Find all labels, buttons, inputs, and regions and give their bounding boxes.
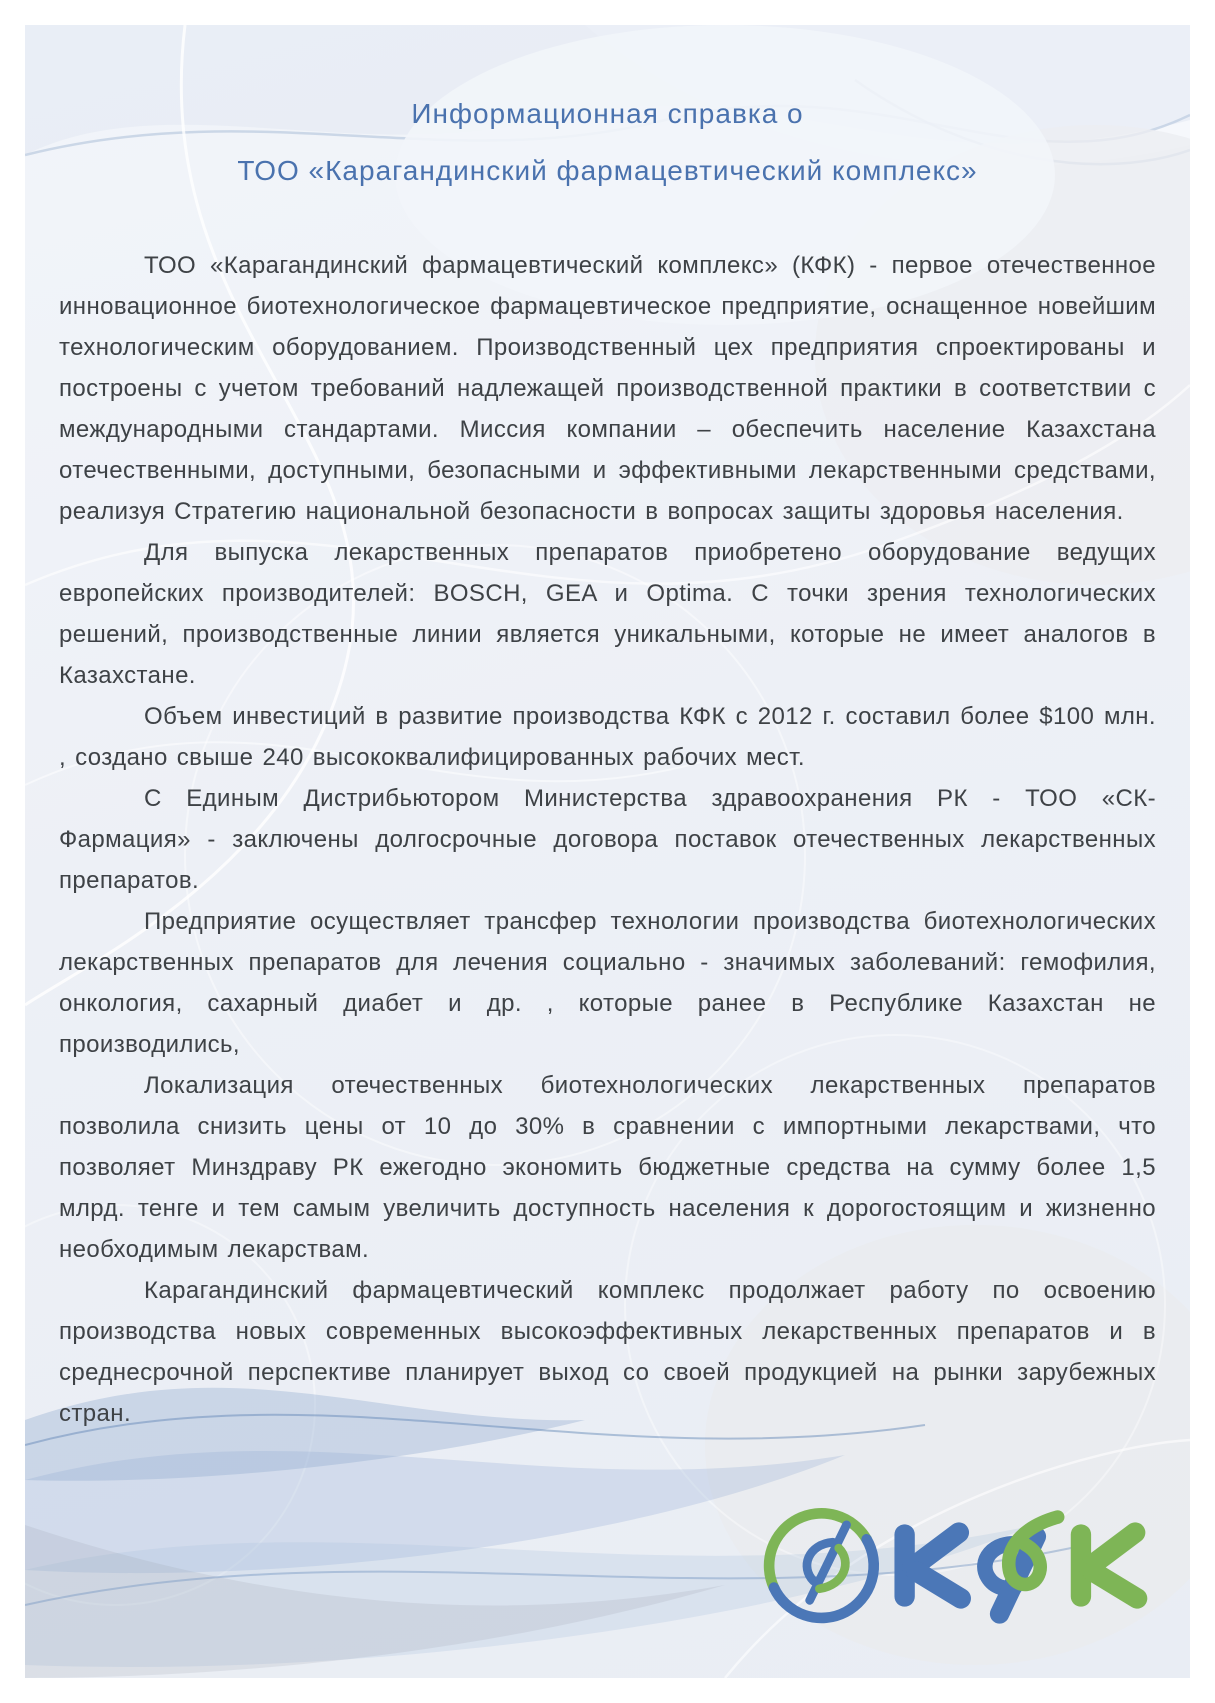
logo-letter-k1	[905, 1533, 961, 1599]
logo-letter-phi	[985, 1517, 1058, 1614]
title-line-2: ТОО «Карагандинский фармацевтический комплекс»	[237, 155, 978, 186]
logo-letter-k2	[1081, 1533, 1137, 1599]
document-panel	[25, 25, 1190, 1678]
paragraph: Для выпуска лекарственных препаратов приобретено оборудование ведущих европейских производителей: BOSCH, GEA и Optima. С точки зрения технологических решений, производственные линии является уникальными, которые не имеет аналогов в Казахстане.	[59, 539, 1156, 689]
paragraph: Локализация отечественных биотехнологических лекарственных препаратов позволила снизить цены от 10 до 30% в сравнении с импортными лекарствами, что позволяет Минздраву РК ежегодно экономить бюджетные средства на сумму более 1,5 млрд. тенге и тем самым увеличить доступность населения к дорогостоящим и жизненно необходимым лекарствам.	[59, 1072, 1156, 1263]
company-logo	[760, 1488, 1150, 1648]
document-body	[59, 245, 1156, 1434]
paragraph: Предприятие осуществляет трансфер технологии производства биотехнологических лекарственных препаратов для лечения социально - значимых заболеваний: гемофилия, онкология, сахарный диабет и др. , которые ранее в Республике Казахстан не производились,	[59, 908, 1156, 1058]
paragraph: Объем инвестиций в развитие производства КФК с 2012 г. составил более $100 млн. , создано свыше 240 высококвалифицированных рабочих мест.	[59, 703, 1156, 771]
document-content	[25, 85, 1190, 1434]
paragraph: ТОО «Карагандинский фармацевтический комплекс» (КФК) - первое отечественное инновационное биотехнологическое фармацевтическое предприятие, оснащенное новейшим технологическим оборудованием. Производственный цех предприятия спроектированы и построены с учетом требований надлежащей производственной практики в соответствии с международными стандартами. Миссия компании – обеспечить население Казахстана отечественными, доступными, безопасными и эффективными лекарственными средствами, реализуя Стратегию национальной безопасности в вопросах защиты здоровья населения.	[59, 252, 1156, 525]
paragraph: С Единым Дистрибьютором Министерства здравоохранения РК - ТОО «СК-Фармация» - заключены долгосрочные договора поставок отечественных лекарственных препаратов.	[59, 785, 1156, 894]
kfk-logo-icon	[760, 1488, 1150, 1643]
page-title	[59, 85, 1156, 199]
paragraph: Карагандинский фармацевтический комплекс продолжает работу по освоению производства новых современных высокоэффективных лекарственных препаратов и в среднесрочной перспективе планирует выход со своей продукцией на рынки зарубежных стран.	[59, 1277, 1156, 1427]
title-line-1: Информационная справка о	[411, 98, 804, 129]
phi-leaf-circle-icon	[769, 1513, 874, 1618]
